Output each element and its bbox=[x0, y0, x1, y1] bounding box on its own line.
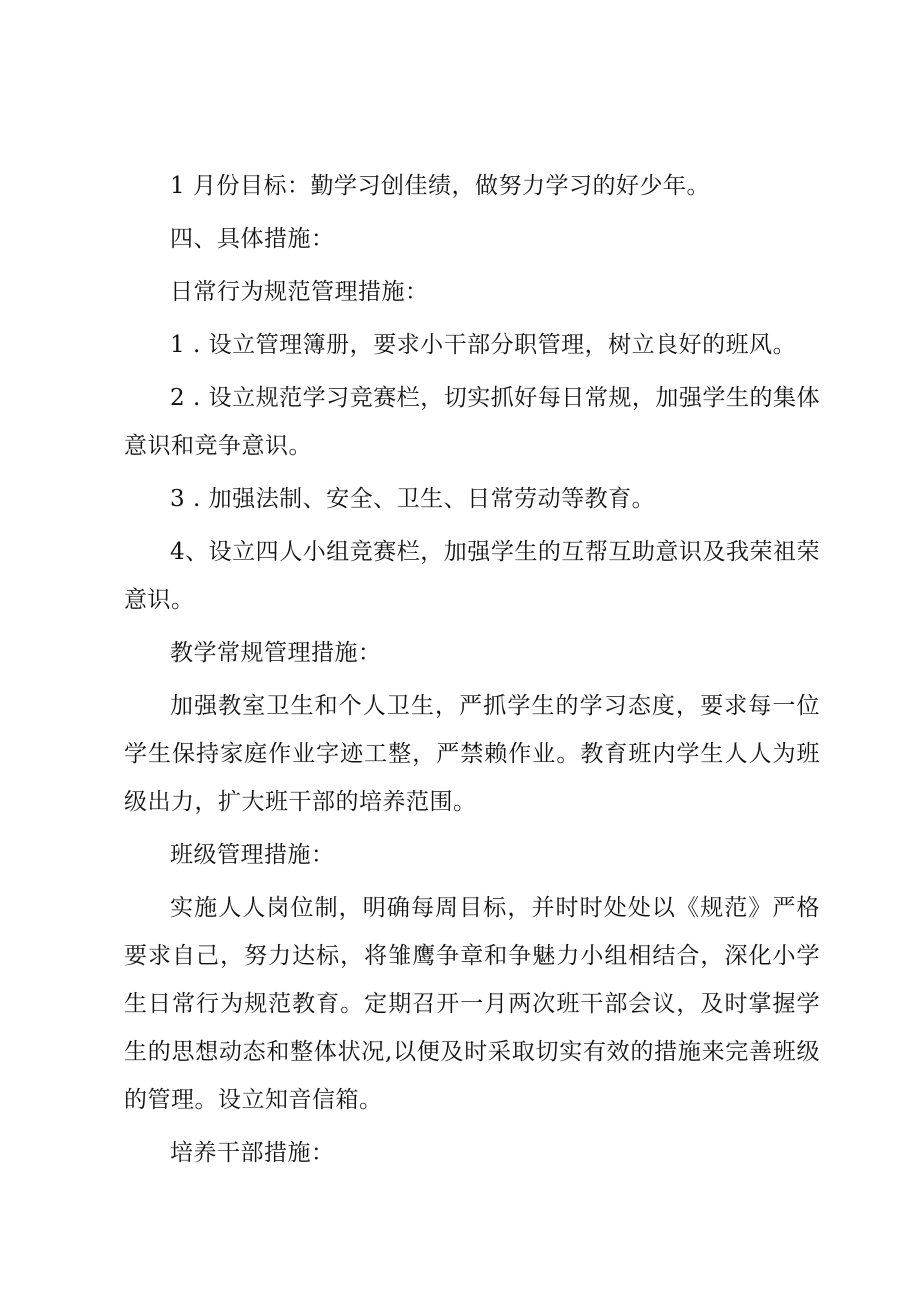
paragraph-class-management: 实施人人岗位制，明确每周目标，并时时处处以《规范》严格要求自己，努力达标，将雏鹰争章和争魅力小组相结合，深化小学生日常行为规范教育。定期召开一月两次班干部会议，及时掌握学生的思想动态和整体状况,以便及时采取切实有效的措施来完善班级的管理。设立知音信箱。 bbox=[124, 895, 820, 1113]
paragraph-teaching-routine: 加强教室卫生和个人卫生，严抓学生的学习态度，要求每一位学生保持家庭作业字迹工整，严禁赖作业。教育班内学生人人为班级出力，扩大班干部的培养范围。 bbox=[124, 693, 820, 815]
list-item-4: 4、设立四人小组竞赛栏，加强学生的互帮互助意识及我荣祖荣意识。 bbox=[124, 539, 820, 613]
document-body bbox=[124, 162, 820, 1182]
paragraph-january-goal: 1 月份目标：勤学习创佳绩，做努力学习的好少年。 bbox=[170, 173, 710, 199]
heading-class-management: 班级管理措施： bbox=[170, 842, 335, 868]
heading-daily-behavior: 日常行为规范管理措施： bbox=[170, 279, 429, 305]
heading-specific-measures: 四、具体措施： bbox=[170, 226, 335, 252]
heading-cadre-training: 培养干部措施： bbox=[170, 1140, 335, 1166]
list-item-3: 3 . 加强法制、安全、卫生、日常劳动等教育。 bbox=[170, 486, 656, 512]
list-item-1: 1 . 设立管理簿册，要求小干部分职管理，树立良好的班风。 bbox=[170, 332, 797, 358]
list-item-2: 2 . 设立规范学习竞赛栏，切实抓好每日常规，加强学生的集体意识和竞争意识。 bbox=[124, 385, 820, 459]
heading-teaching-routine: 教学常规管理措施： bbox=[170, 640, 382, 666]
